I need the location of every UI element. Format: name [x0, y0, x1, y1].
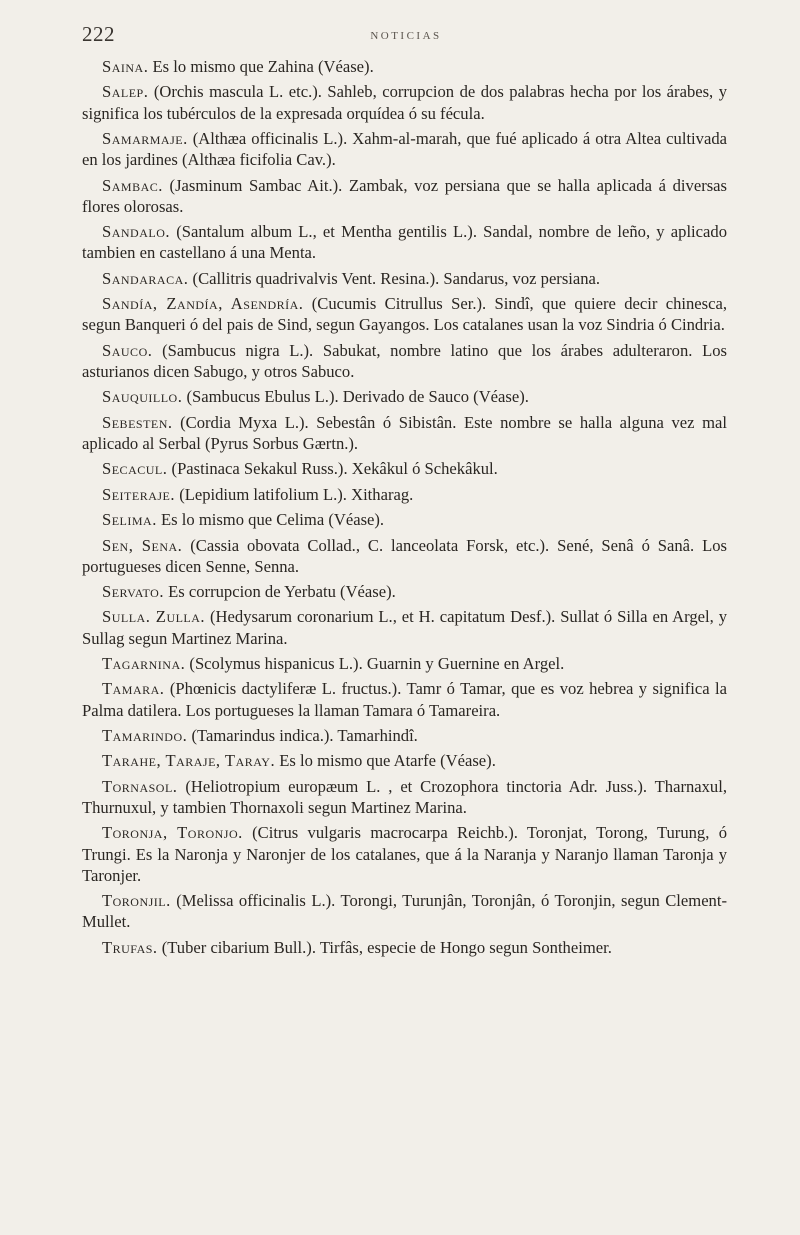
glossary-entries: [82, 56, 727, 962]
entry-text: (Citrus vulgaris macrocarpa Reichb.). Toronjat, Torong, Turung, ó Trungi. Es la Naronja y Naronjer de los catalanes, que á la Naranja y Naranjo llaman Taronja y Taronjer.: [82, 823, 727, 885]
glossary-entry: [82, 412, 727, 454]
entry-headword: Samarmaje.: [102, 128, 188, 148]
glossary-entry: [82, 340, 727, 382]
entry-text: Es corrupcion de Yerbatu (Véase).: [164, 582, 396, 602]
entry-text: (Santalum album L., et Mentha gentilis L.). Sandal, nombre de leño, y aplicado tambien en castellano á una Menta.: [82, 222, 727, 263]
entry-headword: Saina.: [102, 57, 149, 76]
glossary-entry: [82, 386, 727, 407]
entry-headword: Trufas.: [102, 937, 158, 957]
running-title: NOTICIAS: [370, 30, 442, 42]
glossary-entry: [82, 776, 727, 818]
entry-headword: Seiteraje.: [102, 484, 176, 504]
glossary-entry: [82, 268, 727, 289]
glossary-entry: [82, 890, 727, 932]
glossary-entry: [82, 458, 727, 479]
glossary-entry: [82, 293, 727, 335]
entry-headword: Tornasol.: [102, 776, 178, 796]
entry-headword: Toronja, Toronjo.: [102, 823, 243, 843]
entry-headword: Sebesten.: [102, 412, 173, 432]
glossary-entry: [82, 509, 727, 530]
entry-headword: Sandía, Zandía, Asendría.: [102, 294, 304, 314]
glossary-entry: [82, 221, 727, 263]
glossary-entry: [82, 822, 727, 886]
entry-text: (Phœnicis dactyliferæ L. fructus.). Tamr ó Tamar, que es voz hebrea y significa la Palma datilera. Los portugueses la llaman Tamara ó Tamareira.: [82, 679, 727, 720]
entry-headword: Toronjil.: [102, 891, 171, 911]
glossary-entry: [82, 937, 727, 958]
glossary-entry: [82, 725, 727, 746]
entry-headword: Tarahe, Taraje, Taray.: [102, 751, 276, 771]
entry-text: (Pastinaca Sekakul Russ.). Xekâkul ó Schekâkul.: [167, 459, 498, 479]
entry-text: Es lo mismo que Celima (Véase).: [156, 510, 385, 530]
entry-headword: Tamara.: [102, 679, 165, 699]
entry-text: (Tuber cibarium Bull.). Tirfâs, especie de Hongo segun Sontheimer.: [157, 937, 612, 957]
entry-headword: Tamarindo.: [102, 726, 188, 746]
entry-text: (Tamarindus indica.). Tamarhindî.: [187, 726, 418, 746]
glossary-entry: [82, 535, 727, 577]
entry-text: (Heliotropium europæum L. , et Crozophora tinctoria Adr. Juss.). Tharnaxul, Thurnuxul, y tambien Thornaxoli segun Martinez Marina.: [82, 776, 727, 818]
page-header: [82, 22, 730, 52]
entry-text: (Cassia obovata Collad., C. lanceolata Forsk, etc.). Sené, Senâ ó Sanâ. Los portugueses dicen Senne, Senna.: [82, 535, 727, 576]
glossary-entry: [82, 175, 727, 217]
entry-text: (Melissa officinalis L.). Torongi, Turunjân, Toronjân, ó Toronjin, segun Clement-Mullet.: [82, 891, 727, 932]
entry-headword: Sandaraca.: [102, 268, 189, 288]
glossary-entry: [82, 484, 727, 505]
entry-text: Es lo mismo que Atarfe (Véase).: [275, 751, 496, 771]
entry-text: (Sambucus nigra L.). Sabukat, nombre latino que los árabes adulteraron. Los asturianos dicen Sabugo, y otros Sabuco.: [82, 340, 727, 381]
entry-headword: Servato.: [102, 582, 164, 602]
entry-headword: Sambac.: [102, 175, 163, 195]
entry-headword: Sandalo.: [102, 222, 171, 242]
entry-headword: Sen, Sena.: [102, 535, 183, 555]
glossary-entry: [82, 128, 727, 170]
entry-text: (Lepidium latifolium L.). Xitharag.: [175, 484, 414, 504]
entry-text: (Jasminum Sambac Ait.). Zambak, voz persiana que se halla aplicada á diversas flores olorosas.: [82, 175, 727, 216]
entry-headword: Sauquillo.: [102, 387, 183, 407]
entry-headword: Secacul.: [102, 459, 168, 479]
glossary-entry: [82, 606, 727, 648]
entry-text: (Scolymus hispanicus L.). Guarnin y Guernine en Argel.: [185, 654, 565, 674]
glossary-entry: [82, 81, 727, 123]
glossary-entry: [82, 678, 727, 720]
entry-text: (Sambucus Ebulus L.). Derivado de Sauco (Véase).: [182, 387, 529, 407]
glossary-entry: [82, 581, 727, 602]
entry-headword: Sulla. Zulla.: [102, 607, 206, 627]
glossary-entry: [82, 56, 727, 77]
entry-text: (Cucumis Citrullus Ser.). Sindî, que quiere decir chinesca, segun Banqueri ó del pais de Sind, segun Gayangos. Los catalanes usan la voz Sindria ó Cindria.: [82, 294, 727, 335]
entry-headword: Salep.: [102, 82, 149, 102]
entry-text: (Althæa officinalis L.). Xahm-al-marah, que fué aplicado á otra Altea cultivada en los jardines (Althæa ficifolia Cav.).: [82, 128, 727, 170]
entry-headword: Sauco.: [102, 340, 153, 360]
glossary-entry: [82, 750, 727, 771]
page-number: 222: [82, 22, 115, 46]
entry-text: (Cordia Myxa L.). Sebestân ó Sibistân. Este nombre se halla alguna vez mal aplicado al Serbal (Pyrus Sorbus Gærtn.).: [82, 412, 727, 453]
entry-headword: Selima.: [102, 510, 157, 530]
entry-text: (Callitris quadrivalvis Vent. Resina.). Sandarus, voz persiana.: [188, 268, 601, 288]
glossary-entry: [82, 653, 727, 674]
entry-text: Es lo mismo que Zahina (Véase).: [148, 57, 374, 76]
entry-text: (Hedysarum coronarium L., et H. capitatum Desf.). Sullat ó Silla en Argel, y Sullag segun Martinez Marina.: [82, 607, 727, 648]
entry-text: (Orchis mascula L. etc.). Sahleb, corrupcion de dos palabras hecha por los árabes, y significa los tubérculos de la expresada orquídea ó su fécula.: [82, 82, 727, 123]
entry-headword: Tagarnina.: [102, 654, 186, 674]
